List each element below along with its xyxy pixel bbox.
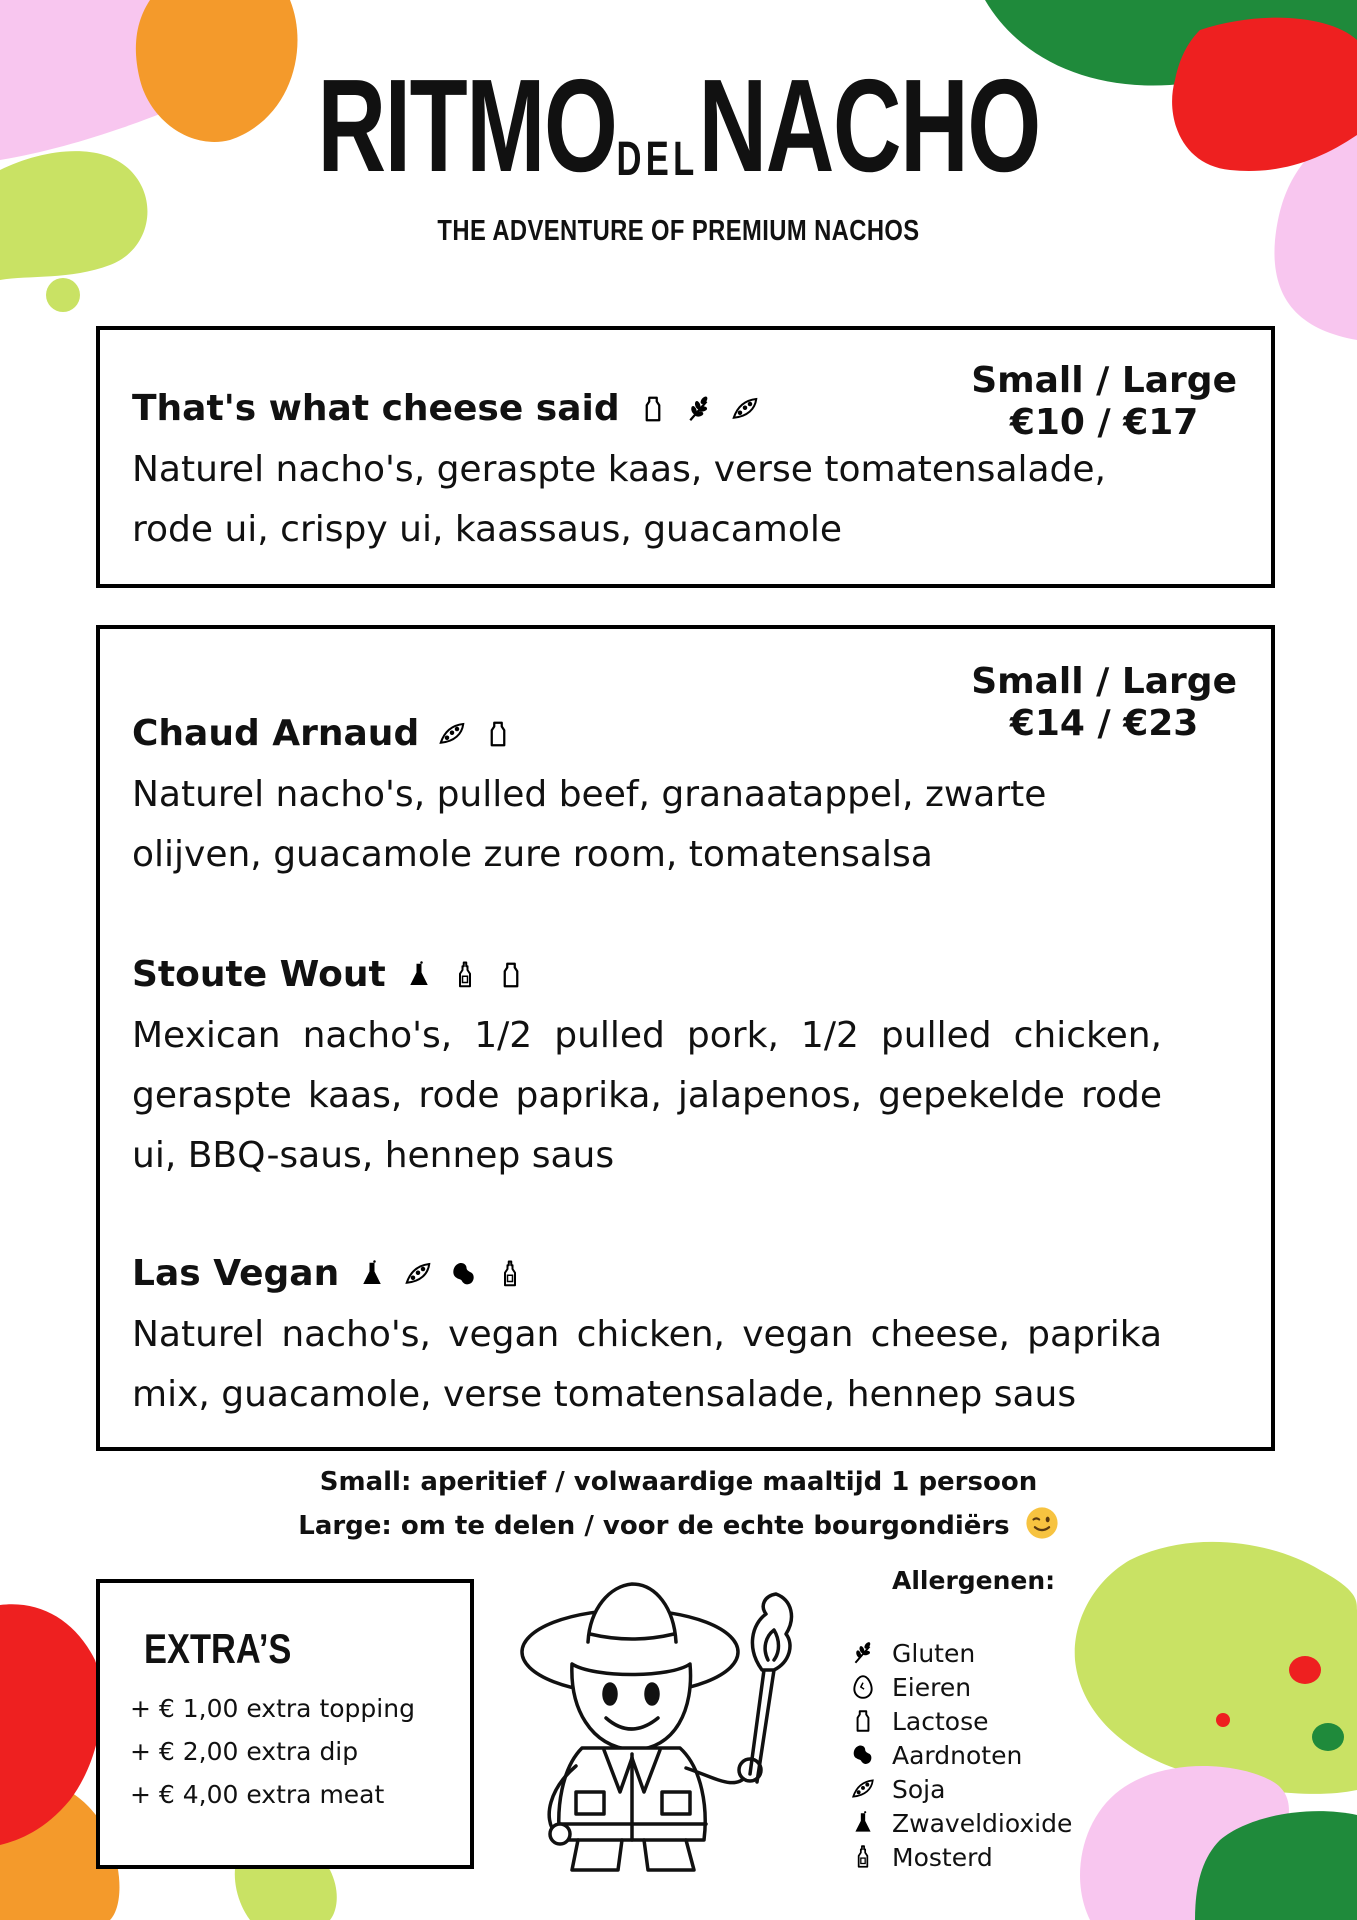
sulphite-flask-icon (404, 960, 434, 990)
item-title (132, 1251, 1162, 1297)
egg-icon (850, 1674, 876, 1700)
soy-pod-icon (403, 1259, 433, 1289)
sulphite-flask-icon (357, 1259, 387, 1289)
price-value: €10 / €17 (1009, 402, 1199, 443)
milk-bottle-icon (483, 719, 513, 749)
allergen-icons (638, 394, 760, 424)
legend-item-aardnoten (850, 1738, 1072, 1772)
item-description: Mexican nacho's, 1/2 pulled pork, 1/2 pulled chicken, geraspte kaas, rode paprika, jalapenos, gepekelde rode ui, BBQ-saus, hennep saus (132, 1015, 1162, 1176)
legend-item-soja (850, 1772, 1072, 1806)
extras-item: + € 1,00 extra topping (130, 1694, 415, 1723)
peanut-icon (449, 1259, 479, 1289)
nacho-mascot-illustration (510, 1578, 840, 1878)
wheat-icon (684, 394, 714, 424)
logo-right: NACHO (698, 52, 1040, 199)
menu-box-2 (96, 625, 1275, 1451)
soy-pod-icon (437, 719, 467, 749)
price-label: Small / Large (971, 661, 1237, 702)
soy-pod-icon (730, 394, 760, 424)
item-description: Naturel nacho's, vegan chicken, vegan cheese, paprika mix, guacamole, verse tomatensalade, hennep saus (132, 1314, 1162, 1415)
item-name: Las Vegan (132, 1253, 340, 1294)
peanut-icon (850, 1742, 876, 1768)
item-name: Stoute Wout (132, 954, 386, 995)
size-note-large: Large: om te delen / voor de echte bourgondiërs (298, 1511, 1010, 1541)
item-name: Chaud Arnaud (132, 713, 420, 754)
item-description: Naturel nacho's, pulled beef, granaatappel, zwarte olijven, guacamole zure room, tomatensalsa (132, 774, 1047, 875)
legend-label: Eieren (892, 1672, 972, 1702)
tagline: THE ADVENTURE OF PREMIUM NACHOS (437, 215, 920, 247)
item-description: Naturel nacho's, geraspte kaas, verse tomatensalade, rode ui, crispy ui, kaassaus, guacamole (132, 449, 1107, 550)
legend-label: Lactose (892, 1706, 989, 1736)
brand-logo (0, 52, 1357, 199)
legend-label: Zwaveldioxide (892, 1808, 1073, 1838)
menu-item (132, 386, 1162, 560)
blob-red-dot-large (1289, 1656, 1321, 1684)
soy-pod-icon (850, 1776, 876, 1802)
blob-lime-dot (46, 278, 80, 312)
legend-item-mosterd (850, 1840, 1072, 1874)
mustard-bottle-icon (850, 1844, 876, 1870)
logo-left: RITMO (317, 52, 617, 199)
price-value: €14 / €23 (1009, 703, 1199, 744)
extras-item: + € 4,00 extra meat (130, 1780, 385, 1809)
blob-green-dot (1312, 1723, 1344, 1751)
extras-list (130, 1687, 415, 1816)
legend-title: Allergenen: (892, 1566, 1056, 1595)
item-title (132, 711, 1162, 757)
milk-bottle-icon (638, 394, 668, 424)
extras-box (96, 1579, 474, 1869)
logo-text (317, 52, 1040, 199)
size-note-large-row (0, 1504, 1357, 1548)
allergen-icons (357, 1259, 525, 1289)
mustard-bottle-icon (450, 960, 480, 990)
legend-item-lactose (850, 1704, 1072, 1738)
menu-item (132, 1251, 1162, 1425)
milk-bottle-icon (850, 1708, 876, 1734)
allergen-icons (437, 719, 513, 749)
size-note-small: Small: aperitief / volwaardige maaltijd 1 persoon (319, 1467, 1038, 1497)
mustard-bottle-icon (495, 1259, 525, 1289)
legend-label: Mosterd (892, 1842, 993, 1872)
legend-item-zwaveldioxide (850, 1806, 1072, 1840)
legend-list (850, 1636, 1072, 1874)
logo-del: DEL (616, 133, 699, 186)
menu-item (132, 952, 1162, 1186)
winking-face-icon (1025, 1506, 1059, 1540)
blob-red-dot-small (1216, 1713, 1230, 1727)
legend-item-gluten (850, 1636, 1072, 1670)
legend-label: Gluten (892, 1638, 976, 1668)
extras-item: + € 2,00 extra dip (130, 1737, 359, 1766)
wheat-icon (850, 1640, 876, 1666)
item-title (132, 952, 1162, 998)
extras-title: EXTRA’S (144, 1625, 292, 1672)
item-name: That's what cheese said (132, 388, 620, 429)
sulphite-flask-icon (850, 1810, 876, 1836)
menu-box-1 (96, 326, 1275, 588)
item-title (132, 386, 1162, 432)
milk-bottle-icon (496, 960, 526, 990)
legend-label: Aardnoten (892, 1740, 1023, 1770)
allergen-icons (404, 960, 526, 990)
price-label: Small / Large (971, 360, 1237, 401)
legend-label: Soja (892, 1774, 946, 1804)
menu-item (132, 711, 1162, 885)
legend-item-eieren (850, 1670, 1072, 1704)
